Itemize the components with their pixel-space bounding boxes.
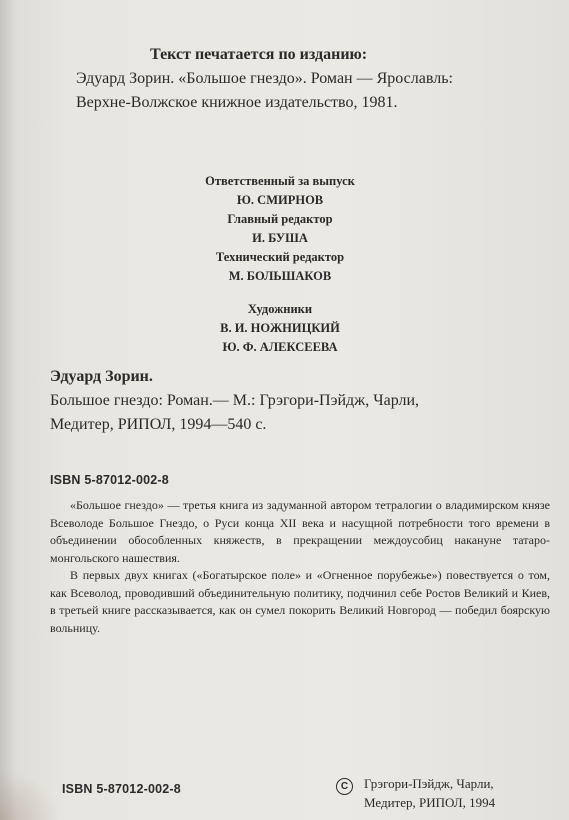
annotation-paragraph-1: «Большое гнездо» — третья книга из задуманной автором тетралогии о владимирском князе Всеволоде Большое Гнездо, о Руси конца XII века и насущной потребности того времени в объединении обособленных княжеств, в прекращении междоусобиц накануне татаро-монгольского нашествия. bbox=[50, 498, 550, 565]
isbn-top: ISBN 5-87012-002-8 bbox=[50, 473, 169, 487]
credit-name: В. И. НОЖНИЦКИЙ bbox=[220, 321, 340, 335]
copyright-icon bbox=[336, 776, 356, 795]
credit-name: М. БОЛЬШАКОВ bbox=[228, 269, 332, 283]
copyright-line-1: Грэгори-Пэйдж, Чарли, bbox=[364, 776, 494, 791]
credit-role: Главный редактор bbox=[227, 212, 333, 226]
source-line-1: Эдуард Зорин. «Большое гнездо». Роман — Ярославль: bbox=[76, 70, 453, 87]
ref-author: Эдуард Зорин. bbox=[50, 368, 153, 385]
copyright-line-2: Медитер, РИПОЛ, 1994 bbox=[364, 795, 496, 810]
ref-line-2: Медитер, РИПОЛ, 1994—540 с. bbox=[50, 416, 267, 433]
source-line-2: Верхне-Волжское книжное издательство, 1981. bbox=[76, 94, 398, 111]
source-heading: Текст печатается по изданию: bbox=[150, 46, 368, 63]
credits bbox=[170, 172, 390, 357]
credit-name: Ю. СМИРНОВ bbox=[236, 193, 324, 207]
page-fold-shadow bbox=[0, 770, 60, 820]
copyright-icon: C bbox=[336, 778, 353, 795]
credit-name: Ю. Ф. АЛЕКСЕЕВА bbox=[222, 340, 338, 354]
annotation bbox=[50, 497, 550, 637]
credit-role: Технический редактор bbox=[215, 250, 345, 264]
spine-shadow bbox=[0, 0, 16, 820]
credit-role: Ответственный за выпуск bbox=[205, 174, 355, 188]
copyright-text bbox=[364, 774, 564, 812]
isbn-bottom: ISBN 5-87012-002-8 bbox=[62, 782, 181, 796]
ref-line-1: Большое гнездо: Роман.— М.: Грэгори-Пэйдж, Чарли, bbox=[50, 392, 420, 409]
credit-role: Художники bbox=[247, 302, 313, 316]
annotation-paragraph-2: В первых двух книгах («Богатырское поле» и «Огненное порубежье») повествуется о том, как Всеволод, проводивший объединительную политику, подчинил себе Ростов Великий и Киев, в третьей книге рассказывается, как он сумел покорить Великий Новгород — победил боярскую вольницу. bbox=[50, 568, 550, 635]
credit-name: И. БУША bbox=[252, 231, 308, 245]
